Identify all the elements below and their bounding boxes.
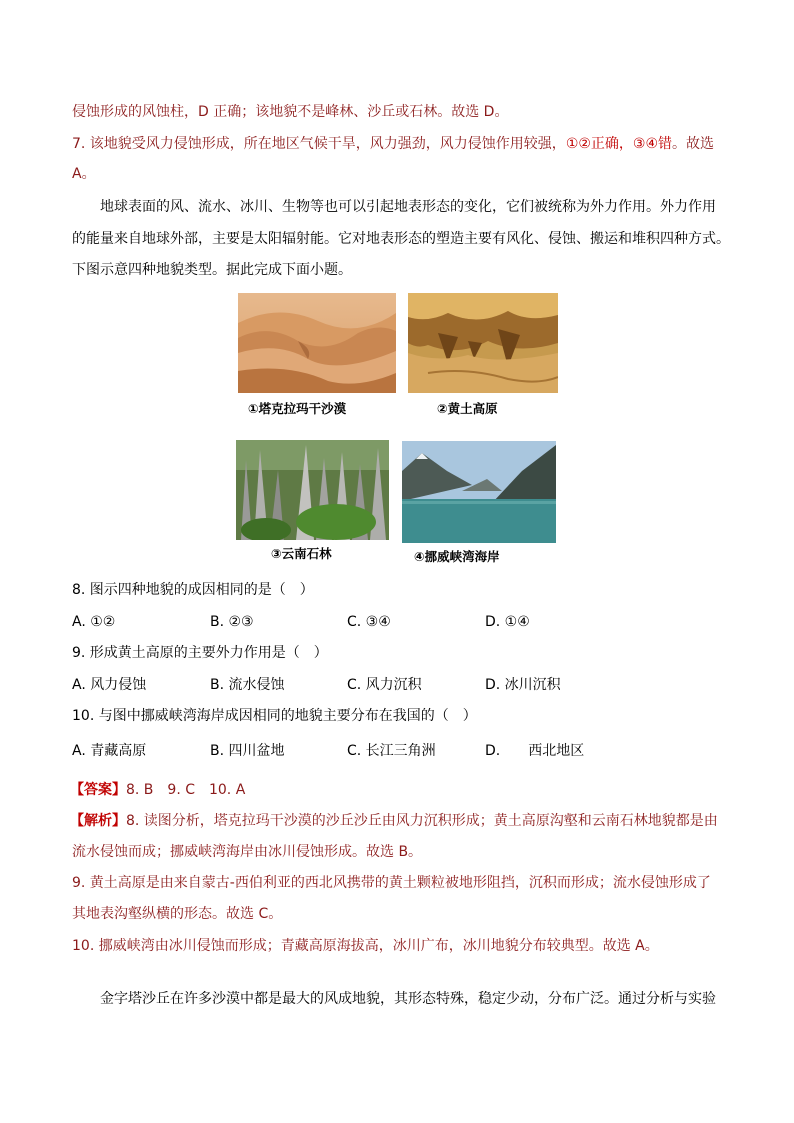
q8-option-a: A. ①② <box>72 614 116 630</box>
analysis-line-1 <box>70 811 718 831</box>
q10-option-c: C. 长江三角洲 <box>347 743 436 759</box>
q10-option-d: D. 西北地区 <box>485 743 585 759</box>
loess-plateau-image <box>408 293 558 393</box>
q8-option-d: D. ①④ <box>485 614 530 630</box>
analysis-line-4: 其地表沟壑纵横的形态。故选 C。 <box>72 906 283 922</box>
q10-option-b: B. 四川盆地 <box>210 743 285 759</box>
q9-option-c: C. 风力沉积 <box>347 677 422 693</box>
stone-forest-photo <box>236 440 389 540</box>
caption-desert: ①塔克拉玛干沙漠 <box>248 401 347 416</box>
analysis-line-3: 9. 黄土高原是由来自蒙古-西伯利亚的西北风携带的黄土颗粒被地形阻挡，沉积而形成；流水侵蚀形成了 <box>72 875 711 891</box>
caption-fjord: ④挪威峡湾海岸 <box>414 549 500 564</box>
q7-answer-line <box>72 134 714 154</box>
passage-line-3: 下图示意四种地貌类型。据此完成下面小题。 <box>72 262 352 278</box>
q8-option-c: C. ③④ <box>347 614 391 630</box>
answer-line <box>70 780 245 800</box>
answer-text: 8. B 9. C 10. A <box>126 782 246 798</box>
desert-photo <box>238 293 396 393</box>
analysis-label: 【解析】 <box>70 813 126 829</box>
caption-loess: ②黄土高原 <box>437 401 498 416</box>
q7-answer-tail: 。故选 <box>672 136 715 152</box>
analysis-line-2: 流水侵蚀而成；挪威峡湾海岸由冰川侵蚀形成。故选 B。 <box>72 844 423 860</box>
fjord-photo <box>402 441 556 543</box>
analysis-line-5: 10. 挪威峡湾由冰川侵蚀而形成；青藏高原海拔高，冰川广布，冰川地貌分布较典型。故选 A。 <box>72 938 659 954</box>
caption-stone-forest: ③云南石林 <box>271 546 332 561</box>
q9-option-b: B. 流水侵蚀 <box>210 677 285 693</box>
q7-answer-highlight: ①②正确，③④错 <box>565 136 673 152</box>
prev-answer-line: 侵蚀形成的风蚀柱，D 正确；该地貌不是峰林、沙丘或石林。故选 D。 <box>72 104 509 120</box>
q7-answer-text: 7. 该地貌受风力侵蚀形成，所在地区气候干旱，风力强劲，风力侵蚀作用较强， <box>72 136 566 152</box>
q7-answer-line2: A。 <box>72 166 96 182</box>
question-9-stem: 9. 形成黄土高原的主要外力作用是（ ） <box>72 645 328 661</box>
desert-dunes-image <box>238 293 396 393</box>
answer-label: 【答案】 <box>70 782 126 798</box>
loess-photo <box>408 293 558 393</box>
fjord-coast-image <box>402 441 556 543</box>
stone-forest-image <box>236 440 389 540</box>
q8-option-b: B. ②③ <box>210 614 254 630</box>
q9-option-d: D. 冰川沉积 <box>485 677 561 693</box>
q9-option-a: A. 风力侵蚀 <box>72 677 147 693</box>
question-8-stem: 8. 图示四种地貌的成因相同的是（ ） <box>72 582 314 598</box>
passage-line-1: 地球表面的风、流水、冰川、生物等也可以引起地表形态的变化，它们被统称为外力作用。外力作用 <box>100 199 716 215</box>
question-10-stem: 10. 与图中挪威峡湾海岸成因相同的地貌主要分布在我国的（ ） <box>72 708 477 724</box>
analysis-text-1: 8. 读图分析，塔克拉玛干沙漠的沙丘沙丘由风力沉积形成；黄土高原沟壑和云南石林地貌都是由 <box>126 813 718 829</box>
q10-option-a: A. 青藏高原 <box>72 743 147 759</box>
next-passage-line: 金字塔沙丘在许多沙漠中都是最大的风成地貌，其形态特殊，稳定少动，分布广泛。通过分析与实验 <box>100 991 716 1007</box>
passage-line-2: 的能量来自地球外部，主要是太阳辐射能。它对地表形态的塑造主要有风化、侵蚀、搬运和堆积四种方式。 <box>72 231 730 247</box>
